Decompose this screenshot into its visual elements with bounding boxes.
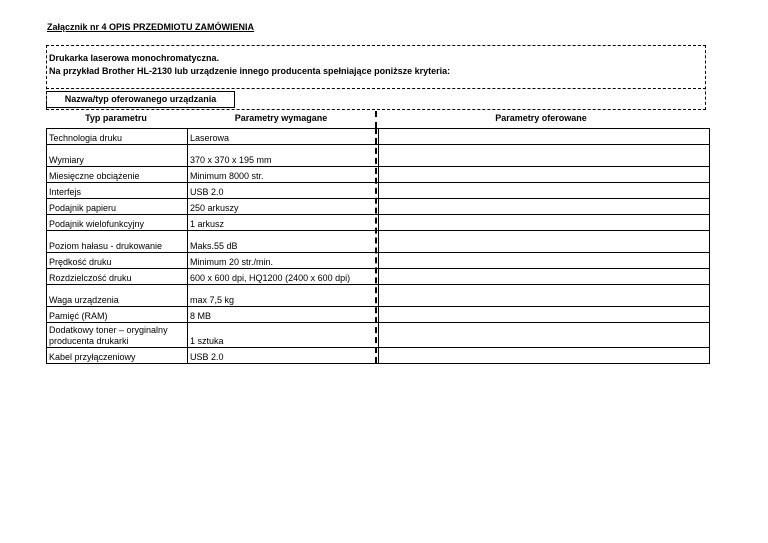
cell-required-value: Laserowa (188, 129, 379, 145)
table-row (47, 323, 710, 348)
table-row (47, 269, 710, 285)
cell-required-value: 600 x 600 dpi, HQ1200 (2400 x 600 dpi) (188, 269, 379, 285)
document-title: Załącznik nr 4 OPIS PRZEDMIOTU ZAMÓWIENIA (47, 22, 255, 32)
cell-parameter-type: Prędkość druku (47, 253, 188, 269)
cell-parameter-type: Rozdzielczość druku (47, 269, 188, 285)
table-row (47, 129, 710, 145)
cell-parameter-type: Technologia druku (47, 129, 188, 145)
cell-parameter-type: Pamięć (RAM) (47, 307, 188, 323)
cell-required-value: max 7,5 kg (188, 285, 379, 307)
cell-offered-value[interactable] (379, 183, 710, 199)
cell-required-value: USB 2.0 (188, 183, 379, 199)
cell-offered-value[interactable] (379, 253, 710, 269)
intro-line-2: Na przykład Brother HL-2130 lub urządzenie innego producenta spełniające poniższe kryteria: (49, 66, 451, 76)
cell-offered-value[interactable] (379, 145, 710, 167)
table-row (47, 199, 710, 215)
cell-parameter-type: Miesięczne obciążenie (47, 167, 188, 183)
table-row (47, 285, 710, 307)
cell-parameter-type: Waga urządzenia (47, 285, 188, 307)
cell-required-value: 8 MB (188, 307, 379, 323)
cell-required-value: 250 arkuszy (188, 199, 379, 215)
cell-required-value: Maks.55 dB (188, 231, 379, 253)
table-row (47, 307, 710, 323)
cell-required-value: 1 sztuka (188, 323, 379, 348)
header-offered-parameters: Parametry oferowane (495, 113, 587, 123)
intro-line-1: Drukarka laserowa monochromatyczna. (49, 53, 220, 63)
cell-parameter-type: Poziom hałasu - drukowanie (47, 231, 188, 253)
table-row (47, 215, 710, 231)
cell-offered-value[interactable] (379, 269, 710, 285)
specification-table (46, 128, 710, 364)
cell-offered-value[interactable] (379, 307, 710, 323)
cell-parameter-type: Wymiary (47, 145, 188, 167)
cell-parameter-type: Podajnik papieru (47, 199, 188, 215)
table-row (47, 348, 710, 364)
cell-offered-value[interactable] (379, 199, 710, 215)
column-divider-header (375, 111, 377, 128)
offered-device-name-label: Nazwa/typ oferowanego urządzania (46, 91, 235, 108)
cell-parameter-type: Podajnik wielofunkcyjny (47, 215, 188, 231)
cell-offered-value[interactable] (379, 285, 710, 307)
column-divider (375, 128, 377, 363)
cell-required-value: USB 2.0 (188, 348, 379, 364)
cell-parameter-type: Kabel przyłączeniowy (47, 348, 188, 364)
cell-required-value: 370 x 370 x 195 mm (188, 145, 379, 167)
table-row (47, 145, 710, 167)
header-parameter-type: Typ parametru (85, 113, 147, 123)
cell-parameter-type: Dodatkowy toner – oryginalny producenta drukarki (47, 323, 188, 348)
table-row (47, 231, 710, 253)
header-required-parameters: Parametry wymagane (234, 113, 328, 123)
cell-required-value: Minimum 20 str./min. (188, 253, 379, 269)
table-row (47, 167, 710, 183)
table-row (47, 183, 710, 199)
cell-offered-value[interactable] (379, 129, 710, 145)
intro-frame-divider (46, 88, 706, 89)
table-row (47, 253, 710, 269)
cell-offered-value[interactable] (379, 167, 710, 183)
cell-offered-value[interactable] (379, 231, 710, 253)
cell-parameter-type: Interfejs (47, 183, 188, 199)
cell-offered-value[interactable] (379, 323, 710, 348)
cell-offered-value[interactable] (379, 348, 710, 364)
cell-required-value: Minimum 8000 str. (188, 167, 379, 183)
cell-required-value: 1 arkusz (188, 215, 379, 231)
cell-offered-value[interactable] (379, 215, 710, 231)
